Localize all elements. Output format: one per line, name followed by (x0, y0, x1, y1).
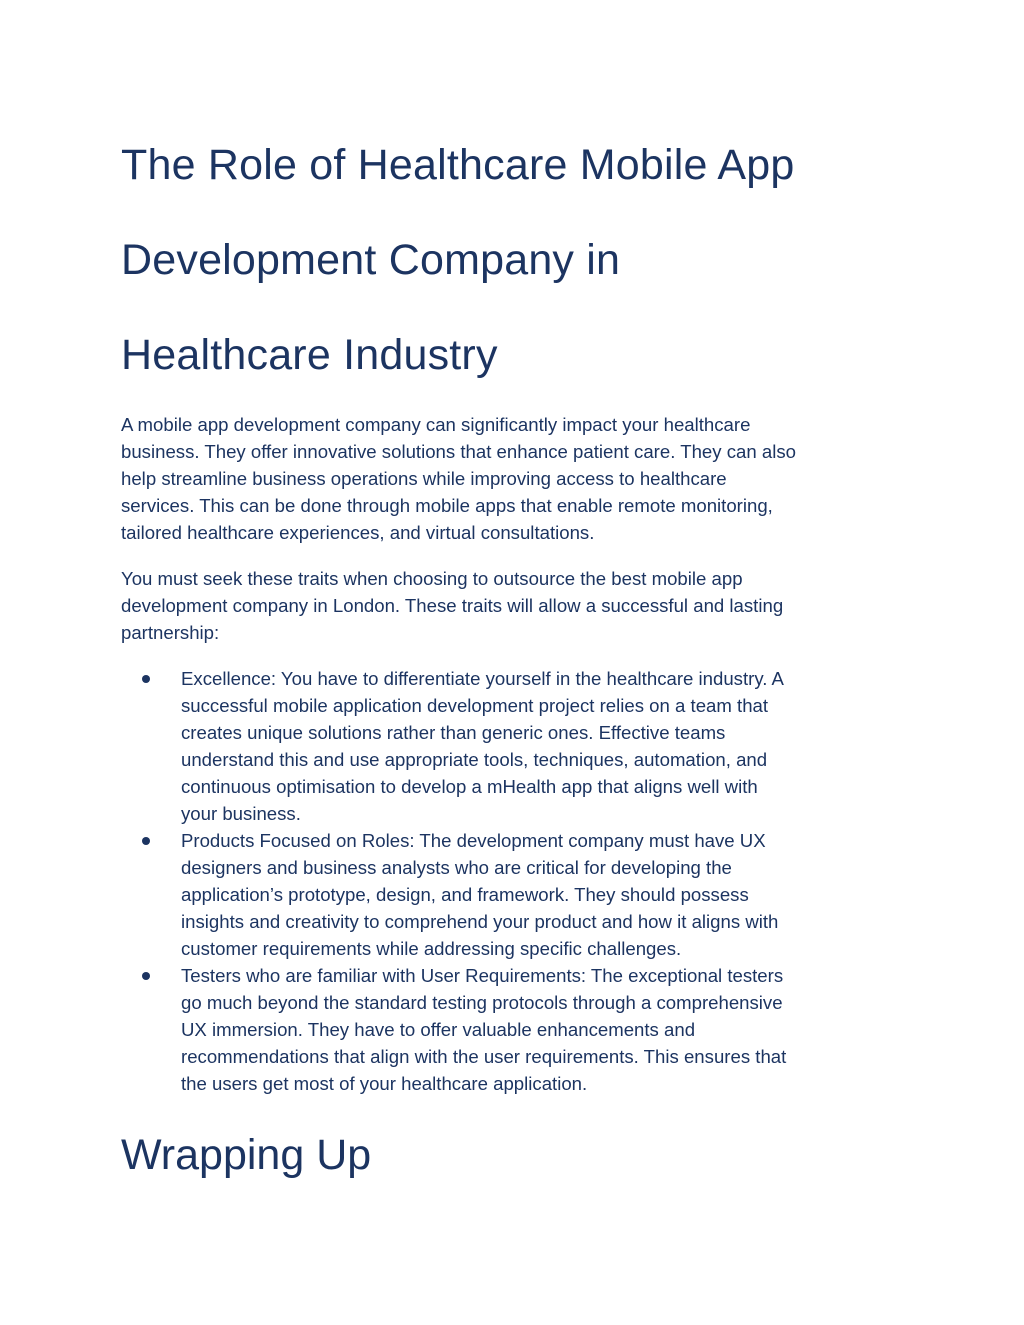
list-item-line: Excellence: You have to differentiate yourself in the healthcare industry. A (181, 668, 784, 689)
list-item-line: the users get most of your healthcare application. (181, 1073, 588, 1094)
list-item-line: Testers who are familiar with User Requirements: The exceptional testers (181, 965, 784, 986)
list-item (121, 665, 911, 827)
document-title (121, 118, 911, 403)
list-item-line: creates unique solutions rather than generic ones. Effective teams (181, 722, 726, 743)
list-item-line: successful mobile application development project relies on a team that (181, 695, 769, 716)
bullet-icon (142, 837, 150, 845)
traits-paragraph (121, 565, 911, 646)
paragraph-line: services. This can be done through mobile apps that enable remote monitoring, (121, 495, 773, 516)
list-item-line: recommendations that align with the user requirements. This ensures that (181, 1046, 787, 1067)
list-item-line: designers and business analysts who are critical for developing the (181, 857, 732, 878)
list-item-line: application’s prototype, design, and framework. They should possess (181, 884, 749, 905)
list-item (121, 962, 911, 1097)
intro-paragraph (121, 411, 911, 546)
paragraph-line: development company in London. These traits will allow a successful and lasting (121, 595, 784, 616)
bullet-icon (142, 675, 150, 683)
list-item-line: insights and creativity to comprehend your product and how it aligns with (181, 911, 779, 932)
paragraph-line: tailored healthcare experiences, and virtual consultations. (121, 522, 595, 543)
paragraph-line: partnership: (121, 622, 220, 643)
paragraph-line: business. They offer innovative solutions that enhance patient care. They can also (121, 441, 796, 462)
title-line: The Role of Healthcare Mobile App (121, 141, 795, 189)
bullet-icon (142, 972, 150, 980)
list-item-line: customer requirements while addressing specific challenges. (181, 938, 682, 959)
section-heading: Wrapping Up (121, 1131, 372, 1179)
document-body (121, 411, 911, 1097)
paragraph-line: help streamline business operations while improving access to healthcare (121, 468, 727, 489)
traits-list (121, 665, 911, 1097)
list-item-line: Products Focused on Roles: The development company must have UX (181, 830, 766, 851)
list-item-line: your business. (181, 803, 301, 824)
list-item-line: UX immersion. They have to offer valuable enhancements and (181, 1019, 696, 1040)
paragraph-line: A mobile app development company can significantly impact your healthcare (121, 414, 751, 435)
list-item-line: go much beyond the standard testing protocols through a comprehensive (181, 992, 783, 1013)
list-item-line: continuous optimisation to develop a mHealth app that aligns well with (181, 776, 758, 797)
paragraph-line: You must seek these traits when choosing to outsource the best mobile app (121, 568, 743, 589)
title-line: Healthcare Industry (121, 331, 498, 379)
list-item (121, 827, 911, 962)
title-line: Development Company in (121, 236, 621, 284)
list-item-line: understand this and use appropriate tools, techniques, automation, and (181, 749, 768, 770)
